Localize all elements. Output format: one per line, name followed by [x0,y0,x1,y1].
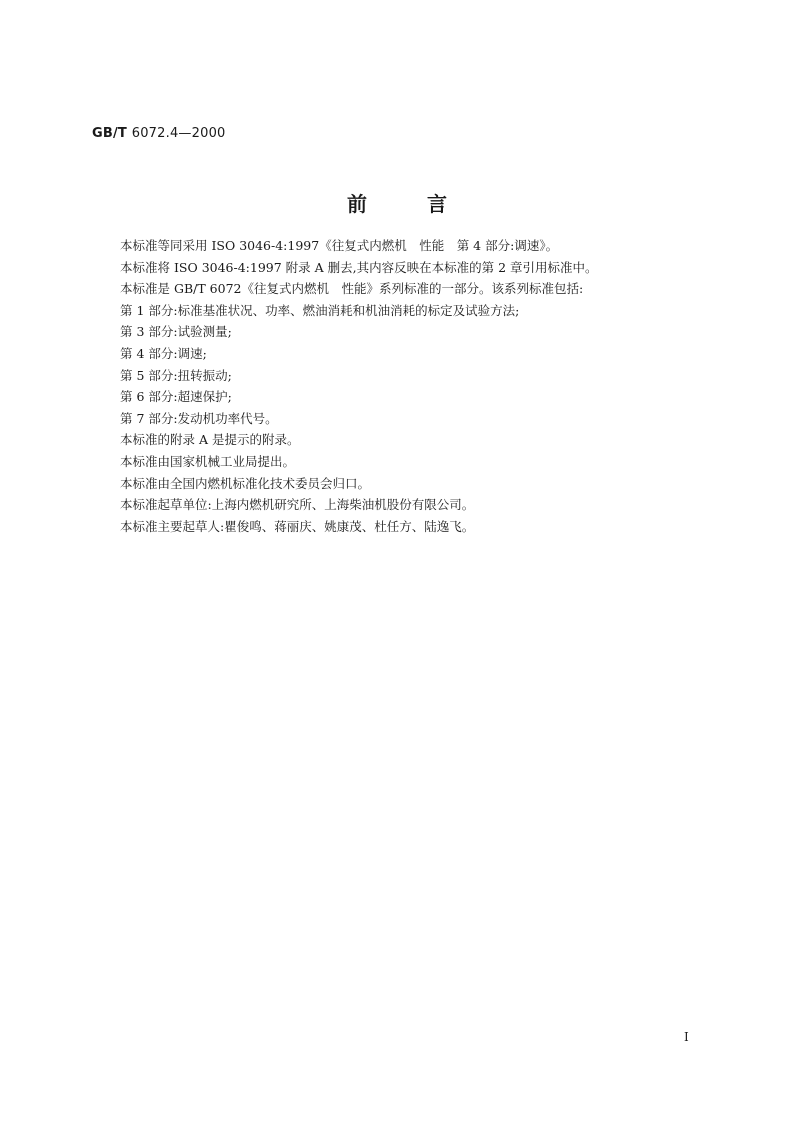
title-char-2: 言 [427,192,447,216]
paragraph: 本标准等同采用 ISO 3046-4:1997《往复式内燃机 性能 第 4 部分:调速》。 [120,238,559,253]
foreword-body [120,235,720,537]
paragraph: 第 3 部分:试验测量; [120,324,232,340]
paragraph: 第 5 部分:扭转振动; [120,367,232,383]
paragraph: 本标准主要起草人:瞿俊鸣、蒋丽庆、姚康茂、杜任方、陆逸飞。 [120,518,475,534]
paragraph: 第 1 部分:标准基准状况、功率、燃油消耗和机油消耗的标定及试验方法; [120,302,520,318]
paragraph: 第 6 部分:超速保护; [120,389,232,405]
paragraph: 本标准由国家机械工业局提出。 [120,453,296,469]
paragraph: 本标准是 GB/T 6072《往复式内燃机 性能》系列标准的一部分。该系列标准包括: [120,281,584,297]
paragraph: 本标准将 ISO 3046-4:1997 附录 A 删去,其内容反映在本标准的第 2 章引用标准中。 [120,259,598,275]
standard-number: 6072.4—2000 [131,126,226,141]
paragraph: 本标准起草单位:上海内燃机研究所、上海柴油机股份有限公司。 [120,497,475,513]
page-number: I [684,1030,689,1044]
standard-prefix: GB/T [92,126,127,141]
paragraph: 本标准的附录 A 是提示的附录。 [120,432,300,448]
standard-code [92,126,226,141]
paragraph: 本标准由全国内燃机标准化技术委员会归口。 [120,475,371,491]
paragraph: 第 7 部分:发动机功率代号。 [120,410,278,426]
title-char-1: 前 [347,192,367,216]
paragraph: 第 4 部分:调速; [120,345,207,361]
page-title [0,188,794,217]
